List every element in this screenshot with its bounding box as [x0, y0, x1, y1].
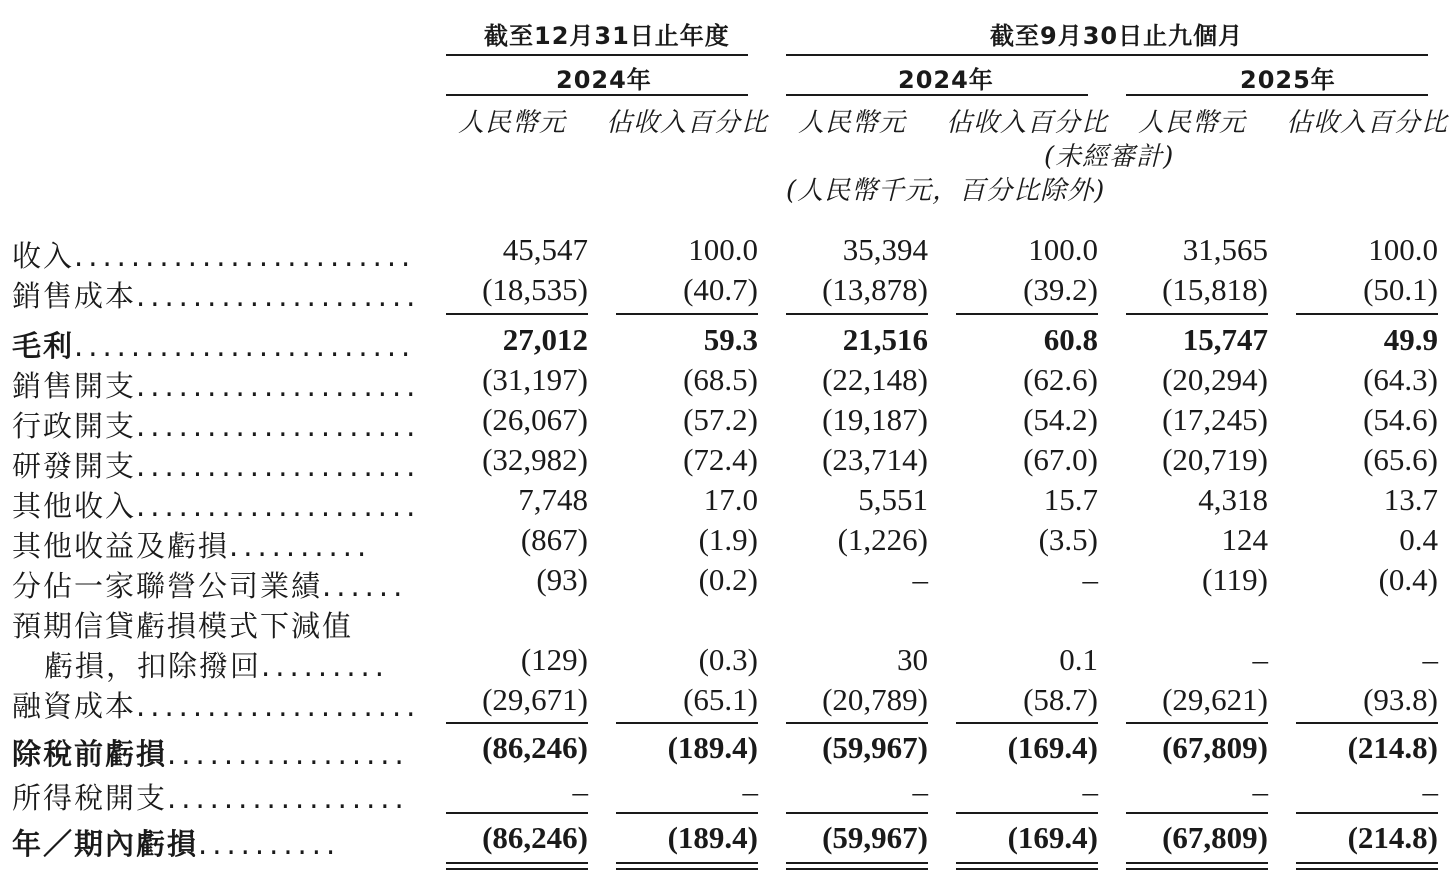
- row-label: [12, 564, 407, 605]
- cell-14-5: (214.8): [1347, 820, 1438, 855]
- row-label-dots: ........................: [74, 239, 416, 273]
- cell-10-5: –: [1422, 642, 1438, 677]
- cell-0-0: 45,547: [502, 232, 588, 267]
- cell-0-2: 35,394: [842, 232, 928, 267]
- row-label: [12, 404, 420, 445]
- row-label-dots: .................: [167, 781, 409, 815]
- col-header-currency-1: 人民幣元: [458, 108, 567, 138]
- cell-11-0: (29,671): [482, 682, 588, 717]
- total-double-rule: [616, 862, 758, 870]
- total-double-rule: [786, 862, 928, 870]
- row-label: [12, 524, 371, 565]
- cell-4-1: (57.2): [683, 402, 758, 437]
- subtotal-rule: [1126, 722, 1268, 724]
- cell-0-4: 31,565: [1182, 232, 1268, 267]
- row-label-dots: ....................: [136, 409, 421, 443]
- subtotal-rule: [616, 313, 758, 315]
- row-label-dots: ......: [322, 569, 408, 603]
- cell-11-2: (20,789): [822, 682, 928, 717]
- cell-4-5: (54.6): [1363, 402, 1438, 437]
- subtotal-rule: [786, 722, 928, 724]
- row-label-dots: .........: [261, 649, 389, 683]
- row-label-text: 分佔一家聯營公司業績: [12, 569, 323, 603]
- col-header-currency-3: 人民幣元: [1138, 108, 1247, 138]
- cell-3-3: (62.6): [1023, 362, 1098, 397]
- cell-2-0: 27,012: [502, 322, 588, 357]
- row-label: [12, 684, 420, 725]
- col-header-percent-2: 佔收入百分比: [946, 108, 1109, 138]
- year-end-group-header: 截至12月31日止年度: [484, 22, 730, 50]
- row-label-text: 銷售開支: [12, 369, 137, 403]
- row-label-dots: ..........: [198, 827, 341, 861]
- cell-6-2: 5,551: [858, 482, 928, 517]
- col-header-currency-2: 人民幣元: [798, 108, 907, 138]
- subtotal-rule: [1296, 313, 1438, 315]
- year-rule-c: [1126, 94, 1428, 96]
- cell-4-0: (26,067): [482, 402, 588, 437]
- row-label-dots: ....................: [136, 279, 421, 313]
- row-label-dots: ..........: [229, 529, 372, 563]
- cell-8-2: –: [912, 562, 928, 597]
- total-double-rule: [1296, 862, 1438, 870]
- cell-14-4: (67,809): [1162, 820, 1268, 855]
- cell-8-0: (93): [536, 562, 588, 597]
- cell-7-4: 124: [1221, 522, 1268, 557]
- subtotal-rule: [1126, 812, 1268, 814]
- cell-3-0: (31,197): [482, 362, 588, 397]
- row-label-dots: ....................: [136, 449, 421, 483]
- cell-5-4: (20,719): [1162, 442, 1268, 477]
- subtotal-rule: [786, 812, 928, 814]
- row-label-text: 預期信貸虧損模式下減值: [12, 609, 354, 643]
- total-double-rule: [1126, 862, 1268, 870]
- cell-13-4: –: [1252, 774, 1268, 809]
- cell-13-0: –: [572, 774, 588, 809]
- unit-note: (人民幣千元，百分比除外): [786, 176, 1106, 206]
- total-double-rule: [446, 862, 588, 870]
- cell-2-5: 49.9: [1383, 322, 1438, 357]
- subtotal-rule: [786, 313, 928, 315]
- cell-14-2: (59,967): [822, 820, 928, 855]
- row-label-text: 其他收益及虧損: [12, 529, 230, 563]
- cell-6-4: 4,318: [1198, 482, 1268, 517]
- row-label: [12, 324, 415, 365]
- subtotal-rule: [446, 722, 588, 724]
- cell-11-3: (58.7): [1023, 682, 1098, 717]
- row-label-text: 研發開支: [12, 449, 137, 483]
- cell-10-2: 30: [897, 642, 928, 677]
- year-header-2025: 2025年: [1240, 66, 1336, 94]
- cell-8-3: –: [1082, 562, 1098, 597]
- cell-5-5: (65.6): [1363, 442, 1438, 477]
- row-label-text: 其他收入: [12, 489, 137, 523]
- subtotal-rule: [446, 313, 588, 315]
- cell-1-4: (15,818): [1162, 272, 1268, 307]
- row-label: [12, 776, 409, 817]
- cell-11-1: (65.1): [683, 682, 758, 717]
- cell-2-3: 60.8: [1043, 322, 1098, 357]
- cell-11-4: (29,621): [1162, 682, 1268, 717]
- subtotal-rule: [1126, 313, 1268, 315]
- nine-month-group-header: 截至9月30日止九個月: [990, 22, 1244, 50]
- row-label: [12, 364, 420, 405]
- cell-6-3: 15.7: [1043, 482, 1098, 517]
- cell-7-1: (1.9): [698, 522, 758, 557]
- cell-8-4: (119): [1202, 562, 1268, 597]
- row-label: [12, 604, 353, 645]
- row-label-dots: ........................: [74, 329, 416, 363]
- row-label: [44, 644, 389, 685]
- cell-5-3: (67.0): [1023, 442, 1098, 477]
- cell-7-3: (3.5): [1038, 522, 1098, 557]
- cell-3-4: (20,294): [1162, 362, 1268, 397]
- cell-14-0: (86,246): [482, 820, 588, 855]
- row-label-text: 除稅前虧損: [12, 737, 168, 771]
- subtotal-rule: [446, 812, 588, 814]
- cell-7-0: (867): [520, 522, 588, 557]
- row-label-text: 年／期內虧損: [12, 827, 199, 861]
- cell-2-1: 59.3: [703, 322, 758, 357]
- cell-4-4: (17,245): [1162, 402, 1268, 437]
- cell-1-2: (13,878): [822, 272, 928, 307]
- subtotal-rule: [956, 722, 1098, 724]
- row-label: [12, 484, 420, 525]
- cell-3-5: (64.3): [1363, 362, 1438, 397]
- cell-10-4: –: [1252, 642, 1268, 677]
- cell-12-0: (86,246): [482, 730, 588, 765]
- row-label-dots: ....................: [136, 689, 421, 723]
- row-label-text: 所得稅開支: [12, 781, 168, 815]
- subtotal-rule: [956, 812, 1098, 814]
- col-header-percent-3: 佔收入百分比: [1286, 108, 1449, 138]
- cell-1-3: (39.2): [1023, 272, 1098, 307]
- row-label-text: 銷售成本: [12, 279, 137, 313]
- cell-12-3: (169.4): [1007, 730, 1098, 765]
- row-label-dots: .................: [167, 737, 409, 771]
- row-label-text: 行政開支: [12, 409, 137, 443]
- cell-13-5: –: [1422, 774, 1438, 809]
- cell-7-5: 0.4: [1399, 522, 1438, 557]
- cell-10-3: 0.1: [1059, 642, 1098, 677]
- cell-12-2: (59,967): [822, 730, 928, 765]
- cell-13-3: –: [1082, 774, 1098, 809]
- cell-0-5: 100.0: [1368, 232, 1438, 267]
- cell-5-0: (32,982): [482, 442, 588, 477]
- cell-8-1: (0.2): [698, 562, 758, 597]
- cell-11-5: (93.8): [1363, 682, 1438, 717]
- header-rule-nine-month: [786, 54, 1428, 56]
- cell-1-5: (50.1): [1363, 272, 1438, 307]
- cell-4-2: (19,187): [822, 402, 928, 437]
- cell-4-3: (54.2): [1023, 402, 1098, 437]
- cell-13-1: –: [742, 774, 758, 809]
- row-label-text: 融資成本: [12, 689, 137, 723]
- subtotal-rule: [1296, 722, 1438, 724]
- row-label: [12, 444, 420, 485]
- year-rule-a: [446, 94, 748, 96]
- cell-3-1: (68.5): [683, 362, 758, 397]
- cell-13-2: –: [912, 774, 928, 809]
- cell-8-5: (0.4): [1378, 562, 1438, 597]
- row-label-dots: ....................: [136, 369, 421, 403]
- row-label: [12, 822, 340, 863]
- unaudited-note: (未經審計): [1044, 142, 1175, 172]
- cell-1-0: (18,535): [482, 272, 588, 307]
- cell-0-3: 100.0: [1028, 232, 1098, 267]
- cell-6-1: 17.0: [703, 482, 758, 517]
- cell-7-2: (1,226): [837, 522, 928, 557]
- subtotal-rule: [1296, 812, 1438, 814]
- cell-2-4: 15,747: [1182, 322, 1268, 357]
- cell-0-1: 100.0: [688, 232, 758, 267]
- cell-14-3: (169.4): [1007, 820, 1098, 855]
- cell-6-5: 13.7: [1383, 482, 1438, 517]
- cell-6-0: 7,748: [518, 482, 588, 517]
- subtotal-rule: [616, 722, 758, 724]
- col-header-percent-1: 佔收入百分比: [606, 108, 769, 138]
- row-label-dots: ....................: [136, 489, 421, 523]
- cell-14-1: (189.4): [667, 820, 758, 855]
- year-header-2024-a: 2024年: [556, 66, 652, 94]
- row-label: [12, 732, 409, 773]
- row-label: [12, 274, 420, 315]
- year-header-2024-b: 2024年: [898, 66, 994, 94]
- header-rule-year-end: [446, 54, 748, 56]
- total-double-rule: [956, 862, 1098, 870]
- row-label-text: 毛利: [12, 329, 75, 363]
- cell-5-2: (23,714): [822, 442, 928, 477]
- cell-10-1: (0.3): [698, 642, 758, 677]
- cell-12-1: (189.4): [667, 730, 758, 765]
- row-label: [12, 234, 415, 275]
- cell-12-5: (214.8): [1347, 730, 1438, 765]
- cell-1-1: (40.7): [683, 272, 758, 307]
- year-rule-b: [786, 94, 1088, 96]
- subtotal-rule: [956, 313, 1098, 315]
- row-label-text: 收入: [12, 239, 75, 273]
- cell-3-2: (22,148): [822, 362, 928, 397]
- subtotal-rule: [616, 812, 758, 814]
- cell-2-2: 21,516: [842, 322, 928, 357]
- row-label-text: 虧損，扣除撥回: [44, 649, 262, 683]
- cell-10-0: (129): [520, 642, 588, 677]
- cell-12-4: (67,809): [1162, 730, 1268, 765]
- cell-5-1: (72.4): [683, 442, 758, 477]
